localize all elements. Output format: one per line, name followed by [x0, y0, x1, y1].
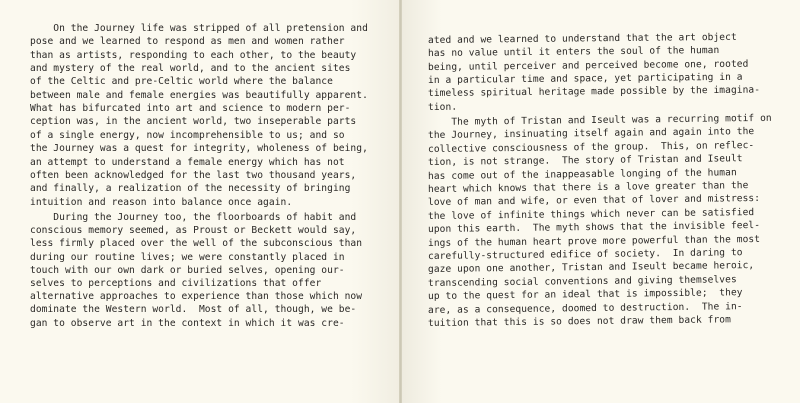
- text-line: upon this earth. The myth shows that the invisible feel-: [427, 220, 761, 236]
- text-line: less firmly placed over the well of the subconscious than: [30, 238, 363, 250]
- text-line: On the Journey life was stripped of all pretension and: [30, 23, 368, 34]
- text-line: ings of the human heart prove more powerful than the most: [427, 233, 761, 249]
- text-line: are, as a consequence, doomed to destruction. The in-: [427, 300, 743, 316]
- text-line: of a single energy, now incomprehensible to us; and so: [30, 129, 345, 141]
- text-line: being, until perceiver and perceived become one, rooted: [427, 58, 749, 73]
- text-line: in a particular time and space, yet participating in a: [427, 71, 743, 86]
- text-line: between male and female energies was beautifully apparent.: [30, 89, 368, 101]
- text-line: and mystery of the real world, and to the ancient sites: [30, 63, 351, 75]
- text-line: tuition that this is so does not draw them back from: [427, 314, 731, 329]
- text-line: than as artists, responding to each other, to the beauty: [30, 49, 357, 61]
- text-line: What has bifurcated into art and science to modern per-: [30, 103, 351, 115]
- text-line: carefully-structured edifice of society. In daring to: [427, 247, 743, 262]
- text-line: gaze upon one another, Tristan and Iseult became heroic,: [427, 260, 755, 276]
- text-line: timeless spiritual heritage made possible by the imagina-: [427, 84, 761, 100]
- text-line: During the Journey too, the floorboards of habit and: [30, 212, 357, 223]
- text-line: the Journey, insinuating itself again and again into the: [427, 126, 755, 142]
- text-line: tion, is not strange. The story of Tristan and Iseult: [427, 153, 743, 169]
- text-line: ated and we learned to understand that the art object: [427, 31, 737, 46]
- text-line: pose and we learned to respond as men and women rather: [30, 36, 345, 48]
- text-line: has no value until it enters the soul of the human: [427, 45, 720, 60]
- text-line: of the Celtic and pre-Celtic world where the balance: [30, 76, 333, 88]
- text-line: tion.: [427, 101, 458, 113]
- text-line: during our routine lives; we were constantly placed in: [30, 251, 345, 263]
- text-line: alternative approaches to experience than those which now: [30, 291, 363, 303]
- text-line: dominate the Western world. Most of all, though, we be-: [30, 304, 357, 316]
- text-line: an attempt to understand a female energy which has not: [30, 156, 345, 168]
- text-line: collective consciousness of the group. This, on reflec-: [427, 139, 755, 155]
- text-line: has come out of the inappeasable longing of the human: [427, 166, 737, 182]
- text-line: often been acknowledged for the last two thousand years,: [30, 169, 357, 181]
- text-line: touch with our own dark or buried selves, opening our-: [30, 264, 345, 276]
- text-line: selves to perceptions and civilizations that offer: [30, 278, 322, 289]
- text-line: conscious memory seemed, as Proust or Beckett would say,: [30, 225, 357, 237]
- text-line: intuition and reason into balance once again.: [30, 196, 293, 208]
- text-line: transcending social conventions and giving themselves: [427, 274, 737, 289]
- text-line: the Journey was a quest for integrity, wholeness of being,: [30, 143, 368, 155]
- text-line: love of man and wife, or even that of lover and mistress:: [427, 193, 761, 209]
- text-line: heart which knows that there is a love greater than the: [427, 180, 749, 195]
- text-line: ception was, in the ancient world, two inseperable parts: [30, 116, 357, 128]
- text-line: up to the quest for an ideal that is impossible; they: [427, 287, 743, 303]
- text-line: the love of infinite things which never can be satisfied: [427, 206, 755, 222]
- left-page: [0, 0, 399, 403]
- text-line: gan to observe art in the context in which it was cre-: [30, 317, 345, 329]
- text-line: The myth of Tristan and Iseult was a recurring motif on: [427, 112, 772, 128]
- right-page: [402, 0, 800, 403]
- text-line: and finally, a realization of the necessity of bringing: [30, 183, 351, 195]
